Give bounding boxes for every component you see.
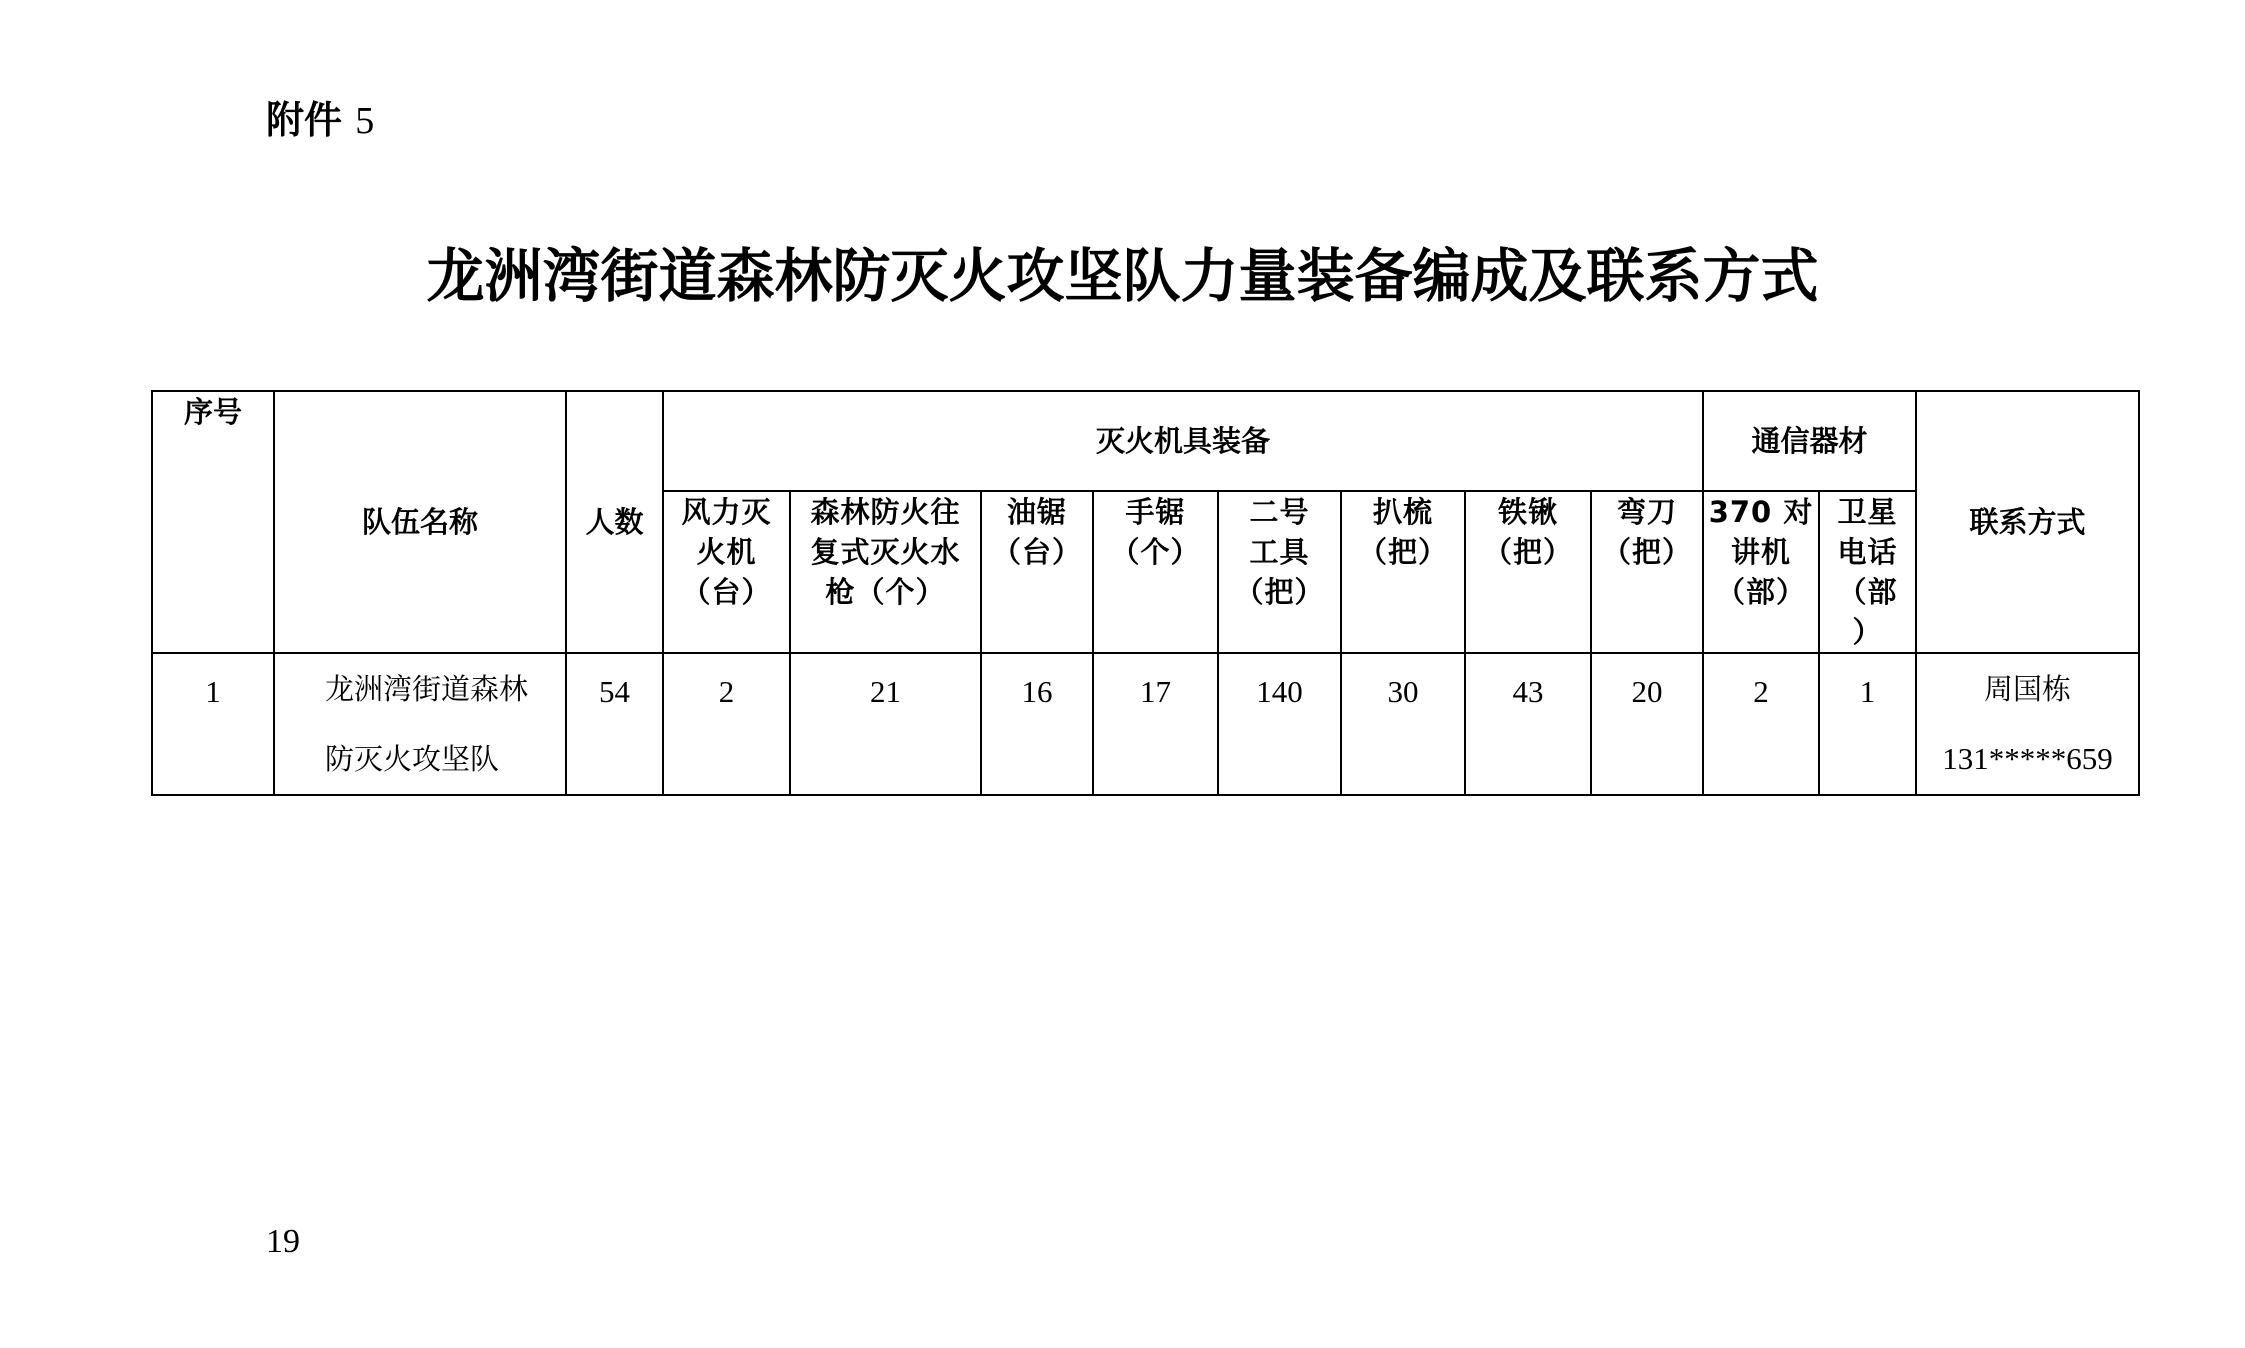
- contact-phone: 131*****659: [1942, 741, 2113, 776]
- cell-satellite-phone: 1: [1819, 653, 1916, 795]
- header-chainsaw: [981, 491, 1093, 653]
- team-name-line: 龙洲湾街道森林: [325, 672, 529, 706]
- header-water-gun: [790, 491, 981, 653]
- table-row: [152, 653, 2139, 795]
- header-no2-tool: [1218, 491, 1341, 653]
- header-line: 弯刀: [1617, 495, 1678, 529]
- cell-hand-saw: 17: [1093, 653, 1218, 795]
- page-number: 19: [266, 1223, 300, 1260]
- header-line: （把）: [1234, 575, 1325, 609]
- cell-headcount: 54: [566, 653, 663, 795]
- header-line: 火机: [696, 535, 757, 569]
- cell-contact: [1916, 653, 2139, 795]
- cell-no2-tool: 140: [1218, 653, 1341, 795]
- cell-rake: 30: [1341, 653, 1465, 795]
- header-line: 枪（个）: [825, 575, 946, 609]
- header-machete: [1591, 491, 1703, 653]
- header-line: 讲机: [1731, 535, 1792, 569]
- header-line: 手锯: [1125, 495, 1186, 529]
- header-line: （部: [1837, 575, 1898, 609]
- header-rake: [1341, 491, 1465, 653]
- header-communication-equipment: 通信器材: [1703, 391, 1916, 491]
- header-line: （把）: [1482, 535, 1573, 569]
- header-line: 油锯: [1006, 495, 1067, 529]
- header-shovel: [1465, 491, 1591, 653]
- table-header-row: [152, 391, 2139, 491]
- header-line: 卫星: [1837, 495, 1898, 529]
- header-team-name: 队伍名称: [274, 391, 566, 653]
- header-line: （部）: [1716, 575, 1807, 609]
- attachment-number: 5: [355, 100, 375, 142]
- cell-walkie-talkie: 2: [1703, 653, 1819, 795]
- cell-index: 1: [152, 653, 274, 795]
- header-satellite-phone: [1819, 491, 1916, 653]
- cell-team-name: [274, 653, 566, 795]
- header-line: 复式灭火水: [810, 535, 961, 569]
- header-line: （台）: [681, 575, 772, 609]
- cell-shovel: 43: [1465, 653, 1591, 795]
- header-line: 扒梳: [1372, 495, 1433, 529]
- header-line: 工具: [1249, 535, 1310, 569]
- cell-water-gun: 21: [790, 653, 981, 795]
- team-name-line: 防灭火攻坚队: [325, 742, 500, 776]
- header-wind-extinguisher: [663, 491, 790, 653]
- contact-name: 周国栋: [1984, 672, 2072, 706]
- header-line: 森林防火往: [810, 495, 961, 529]
- header-line: 电话: [1837, 535, 1898, 569]
- header-line: 370 对: [1708, 495, 1814, 529]
- equipment-table: [151, 390, 2140, 796]
- header-line: （台）: [991, 535, 1082, 569]
- attachment-label-text: 附件: [266, 98, 343, 142]
- header-line: （个）: [1110, 535, 1201, 569]
- header-index: 序号: [152, 391, 274, 653]
- header-line: 二号: [1249, 495, 1310, 529]
- header-hand-saw: [1093, 491, 1218, 653]
- header-line: 铁锹: [1497, 495, 1558, 529]
- header-line: ）: [1852, 615, 1883, 649]
- cell-chainsaw: 16: [981, 653, 1093, 795]
- header-line: （把）: [1602, 535, 1693, 569]
- cell-wind-extinguisher: 2: [663, 653, 790, 795]
- document-title: 龙洲湾街道森林防灭火攻坚队力量装备编成及联系方式: [426, 242, 1819, 310]
- header-walkie-talkie: [1703, 491, 1819, 653]
- cell-machete: 20: [1591, 653, 1703, 795]
- header-firefighting-equipment: 灭火机具装备: [663, 391, 1703, 491]
- header-line: 风力灭: [681, 495, 772, 529]
- attachment-label: [266, 92, 374, 149]
- header-line: （把）: [1357, 535, 1448, 569]
- header-contact: 联系方式: [1916, 391, 2139, 653]
- header-headcount: 人数: [566, 391, 663, 653]
